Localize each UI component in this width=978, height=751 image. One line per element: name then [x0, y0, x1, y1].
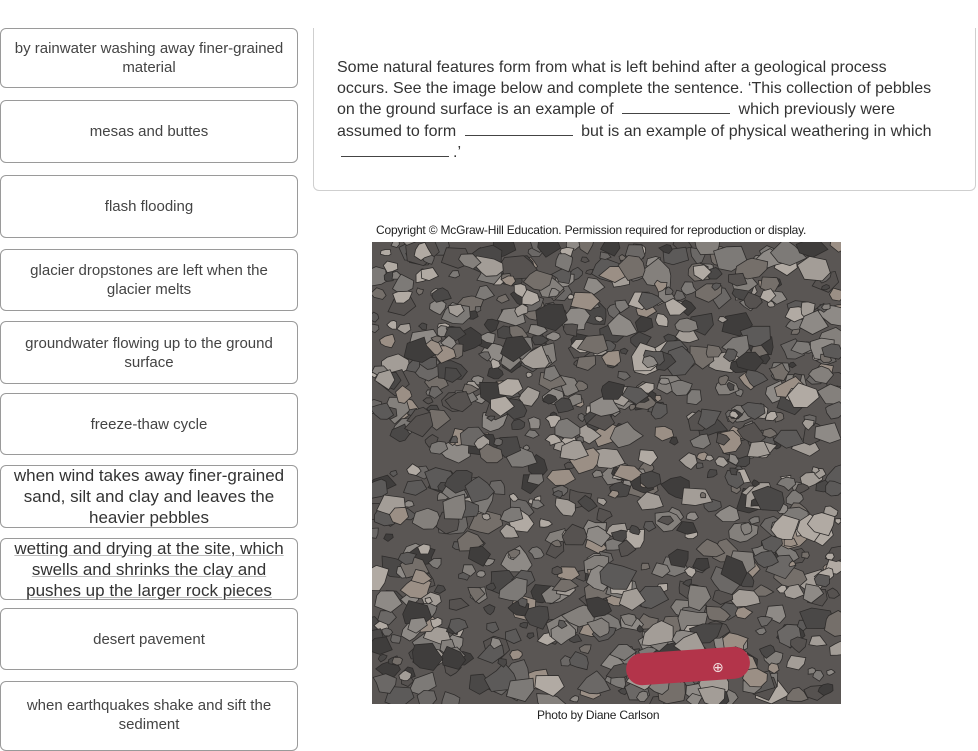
question-panel: [313, 28, 976, 191]
choice-label: when wind takes away finer-grained sand, silt and clay and leaves the heavier pebbles: [13, 466, 285, 527]
choice-label: when earthquakes shake and sift the sediment: [26, 697, 272, 733]
choice-tile[interactable]: [0, 175, 298, 238]
choice-label: glacier dropstones are left when the glacier melts: [30, 262, 268, 298]
choice-label: groundwater flowing up to the ground surface: [25, 334, 273, 371]
choice-tile[interactable]: [0, 321, 298, 384]
question-part-3: but is an example of physical weathering in which: [581, 122, 932, 140]
choice-tile[interactable]: [0, 465, 298, 528]
choice-tile[interactable]: [0, 538, 298, 600]
answer-blank-3[interactable]: [341, 142, 449, 157]
figure-credit: Photo by Diane Carlson: [537, 708, 660, 722]
choice-tile[interactable]: [0, 608, 298, 670]
choice-tile[interactable]: [0, 249, 298, 311]
choice-tile[interactable]: [0, 100, 298, 163]
pebble-photo: [372, 242, 841, 704]
choice-tile[interactable]: [0, 681, 298, 751]
answer-blank-1[interactable]: [622, 99, 730, 114]
choice-label: freeze-thaw cycle: [90, 415, 208, 433]
pebble-photo-illustration: [372, 242, 841, 704]
question-text: [337, 58, 937, 164]
answer-blank-2[interactable]: [465, 121, 573, 136]
choice-label: desert pavement: [93, 630, 205, 648]
choice-tile[interactable]: [0, 28, 298, 88]
choice-label: flash flooding: [104, 198, 194, 215]
question-part-2: which previously were assumed to form: [337, 101, 896, 140]
choice-label: mesas and buttes: [89, 123, 209, 140]
svg-text:⊕: ⊕: [712, 660, 724, 676]
choice-tile[interactable]: [0, 393, 298, 455]
choice-label: wetting and drying at the site, which swells and shrinks the clay and pushes up the larger rock pieces: [14, 538, 284, 600]
question-part-1: Some natural features form from what is left behind after a geological process occurs. See the image below and complete the sentence. ‘This collection of pebbles on the ground surface is an example of: [337, 59, 932, 118]
figure-copyright: Copyright © McGraw-Hill Education. Permission required for reproduction or display.: [376, 223, 807, 237]
question-part-4: .’: [453, 144, 461, 161]
choice-label: by rainwater washing away finer-grained material: [14, 40, 284, 76]
